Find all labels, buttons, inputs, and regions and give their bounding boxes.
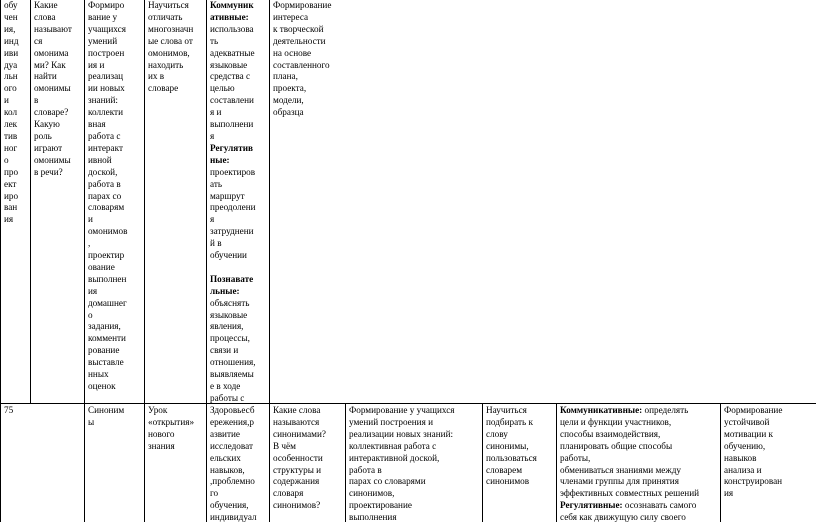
r1-forms-cell: обу чен ия, инд иви дуа льн ого и кол лек тив ног о про ект иро ван ия bbox=[0, 0, 31, 404]
r2-topic-cell: Синоним ы bbox=[84, 403, 145, 522]
r1-subject-results-cell: Научиться отличать многозначн ые слова от омонимов, находить их в словаре bbox=[144, 0, 207, 404]
r2-personal-results-cell: Формирование устойчивой мотивации к обучению, навыков анализа и конструирован ия bbox=[720, 403, 816, 522]
r1-communicative-text: использова ть адекватные языковые средства с целью составлени я и выполнени я bbox=[210, 23, 255, 141]
r1-communicative-heading: Коммуник ативные: bbox=[210, 0, 254, 22]
r1-regulative-heading: Регулятив ные: bbox=[210, 142, 253, 165]
r2-regulative-heading: Регулятивные: bbox=[560, 500, 623, 511]
r2-lesson-number-cell: 75 bbox=[0, 403, 85, 522]
r1-cognitive-text: объяснять языковые явления, процессы, связи и отношения, выявляемы е в ходе работы с bbox=[210, 297, 256, 403]
r1-content-cell: Формиро вание у учащихся умений построен ия и реализац ии новых знаний: коллекти вная работа с интеракт ивной доской, работа в парах со словарям и омонимов , проектир ование выполнен ия домашнег о задания, комменти рование выставле нных оценок bbox=[84, 0, 145, 404]
r1-cognitive-heading: Познавате льные: bbox=[210, 273, 254, 296]
r2-regulative-text: осознавать самого себя как движущую силу своего bbox=[560, 500, 697, 522]
r2-lesson-type-cell: Урок «открытия» нового знания bbox=[144, 403, 207, 522]
r2-content-cell: Формирование у учащихся умений построения и реализации новых знаний: коллективная работа с интерактивной доской, работа в парах со словарями синонимов, проектирование выполнения bbox=[345, 403, 483, 522]
r2-questions-cell: Какие слова называются синонимами? В чём особенности структуры и содержания словаря синонимов? bbox=[269, 403, 346, 522]
r1-questions-cell: Какие слова называют ся омонима ми? Как найти омонимы в словаре? Какую роль играют омонимы в речи? bbox=[30, 0, 85, 404]
r2-uud-cell bbox=[556, 403, 721, 522]
r2-technologies-cell: Здоровьесб ережения,р азвитие исследоват ельских навыков, ,проблемно го обучения, индивидуал bbox=[206, 403, 270, 522]
r1-uud-cell bbox=[206, 0, 270, 404]
r2-communicative-heading: Коммуникативные: bbox=[560, 405, 643, 415]
r1-personal-results-cell: Формирование интереса к творческой деятельности на основе составленного плана, проекта, модели, образца bbox=[269, 0, 816, 404]
r1-regulative-text: проектиров ать маршрут преодолени я затруднени й в обучении bbox=[210, 166, 256, 261]
r2-communicative-text: определять цели и функции участников, способы взаимодействия, планировать общие способы работы, обмениваться знаниями между членами группы для принятия эффективных совместных решений bbox=[560, 405, 700, 499]
r2-subject-results-cell: Научиться подбирать к слову синонимы, пользоваться словарем синонимов bbox=[482, 403, 557, 522]
